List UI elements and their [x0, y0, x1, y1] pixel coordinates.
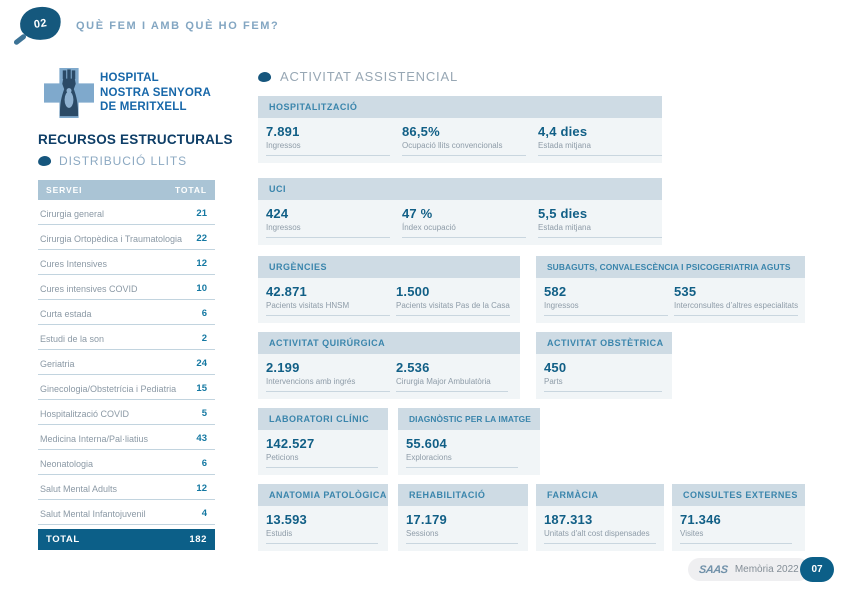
card-title: DIAGNÒSTIC PER LA IMATGE [398, 408, 540, 430]
card-urgencies [258, 256, 520, 323]
stat-value: 582 [544, 284, 567, 299]
card-title: ACTIVITAT OBSTÈTRICA [536, 332, 672, 354]
stat-value: 535 [674, 284, 697, 299]
card-hospitalitzacio [258, 96, 662, 163]
card-rehabilitacio [398, 484, 528, 551]
stat-value: 424 [266, 206, 289, 221]
stat-value: 86,5% [402, 124, 440, 139]
stat-value: 5,5 dies [538, 206, 588, 221]
table-row [38, 375, 215, 400]
footer-edition: Memòria 2022 [734, 564, 799, 575]
service-name: Cirurgia Ortopèdica i Traumatologia [40, 234, 183, 244]
saas-logo: SAAS [698, 563, 729, 576]
service-name: Geriatria [40, 359, 75, 369]
column-header-total: TOTAL [174, 185, 207, 195]
total-label: TOTAL [46, 534, 80, 545]
table-row [38, 325, 215, 350]
hospital-name [100, 71, 211, 115]
service-total: 4 [201, 508, 207, 519]
stat-value: 187.313 [544, 512, 593, 527]
stat [544, 285, 668, 316]
table-row [38, 275, 215, 300]
card-laboratori [258, 408, 388, 475]
chapter-title: QUÈ FEM I AMB QUÈ HO FEM? [76, 20, 280, 32]
page-number-badge [800, 557, 834, 582]
service-total: 22 [196, 233, 207, 244]
service-total: 21 [196, 208, 207, 219]
stat-label: Ingressos [266, 223, 301, 232]
stat-label: Estudis [266, 529, 293, 538]
stat-label: Intervencions amb ingrés [266, 377, 356, 386]
section-title-recursos: RECURSOS ESTRUCTURALS [38, 132, 233, 147]
stat-value: 13.593 [266, 512, 307, 527]
stat-value: 2.199 [266, 360, 300, 375]
stat-label: Estada mitjana [538, 141, 591, 150]
service-total: 2 [201, 333, 207, 344]
stat-value: 47 % [402, 206, 433, 221]
table-total-row [38, 529, 215, 550]
stat-label: Pacients visitats Pas de la Casa [396, 301, 510, 310]
service-total: 12 [196, 258, 207, 269]
stat [406, 513, 518, 544]
service-total: 12 [196, 483, 207, 494]
blob-bullet-icon [37, 155, 52, 167]
stat-label: Índex ocupació [402, 223, 456, 232]
stat-value: 42.871 [266, 284, 307, 299]
hospital-name-line3: DE MERITXELL [100, 101, 187, 113]
stat-value: 4,4 dies [538, 124, 588, 139]
stat-label: Visites [680, 529, 704, 538]
stat [544, 361, 662, 392]
table-row [38, 250, 215, 275]
card-title: LABORATORI CLÍNIC [258, 408, 388, 430]
page-number: 07 [811, 564, 823, 575]
footer-badge [688, 558, 810, 581]
service-name: Cures intensives COVID [40, 284, 138, 294]
stat [266, 207, 390, 238]
subsection-title: DISTRIBUCIÓ LLITS [59, 154, 187, 168]
stat [674, 285, 798, 316]
card-obstetrica [536, 332, 672, 399]
stat-value: 17.179 [406, 512, 447, 527]
service-name: Salut Mental Adults [40, 484, 118, 494]
service-name: Curta estada [40, 309, 92, 319]
stat [402, 207, 526, 238]
stat-label: Sessions [406, 529, 439, 538]
subsection-distribucio-llits [38, 154, 187, 168]
stat-value: 142.527 [266, 436, 315, 451]
stat-value: 7.891 [266, 124, 300, 139]
chapter-dash-icon [13, 33, 27, 46]
stat-label: Interconsultes d’altres especialitats [674, 301, 799, 310]
stat-value: 71.346 [680, 512, 721, 527]
service-name: Neonatologia [40, 459, 94, 469]
stat [396, 285, 510, 316]
card-title: FARMÀCIA [536, 484, 664, 506]
service-total: 15 [196, 383, 207, 394]
stat-label: Ingressos [544, 301, 579, 310]
card-subaguts [536, 256, 805, 323]
service-name: Salut Mental Infantojuvenil [40, 509, 146, 519]
column-header-servei: SERVEI [46, 185, 83, 195]
stat [266, 361, 390, 392]
card-title: URGÈNCIES [258, 256, 520, 278]
stat [266, 437, 378, 468]
card-quirurgica [258, 332, 520, 399]
table-row [38, 225, 215, 250]
service-name: Cirurgia general [40, 209, 105, 219]
stat-label: Ingressos [266, 141, 301, 150]
table-row [38, 475, 215, 500]
hospital-name-line2: NOSTRA SENYORA [100, 86, 211, 99]
card-title: ACTIVITAT QUIRÚRGICA [258, 332, 520, 354]
stat-label: Estada mitjana [538, 223, 591, 232]
hospital-name-line1: HOSPITAL [100, 72, 159, 84]
table-row [38, 450, 215, 475]
card-uci [258, 178, 662, 245]
stat-label: Unitats d'alt cost dispensades [544, 529, 650, 538]
card-title: REHABILITACIÓ [398, 484, 528, 506]
card-title: CONSULTES EXTERNES [672, 484, 805, 506]
stat [266, 125, 390, 156]
service-total: 43 [196, 433, 207, 444]
service-name: Medicina Interna/Pal·liatius [40, 434, 149, 444]
table-header-row [38, 180, 215, 200]
stat-label: Ocupació llits convencionals [402, 141, 503, 150]
stat-value: 1.500 [396, 284, 430, 299]
stat-label: Cirurgia Major Ambulatòria [396, 377, 491, 386]
card-anatomia [258, 484, 388, 551]
card-title: SUBAGUTS, CONVALESCÈNCIA I PSICOGERIATRIA AGUTS [536, 256, 805, 278]
stat [266, 513, 378, 544]
table-row [38, 300, 215, 325]
card-diagnostic [398, 408, 540, 475]
stat-label: Exploracions [406, 453, 452, 462]
table-row [38, 500, 215, 525]
card-title: ANATOMIA PATOLÒGICA [258, 484, 388, 506]
hospital-logo [44, 68, 94, 118]
stat [396, 361, 508, 392]
stat [544, 513, 656, 544]
stat [402, 125, 526, 156]
service-name: Estudi de la son [40, 334, 105, 344]
service-name: Hospitalització COVID [40, 409, 130, 419]
beds-distribution-table [38, 180, 215, 550]
stat [266, 285, 390, 316]
service-name: Cures Intensives [40, 259, 108, 269]
stat-label: Parts [544, 377, 563, 386]
blob-bullet-icon [257, 70, 272, 82]
table-row [38, 400, 215, 425]
card-consultes-externes [672, 484, 805, 551]
stat-value: 2.536 [396, 360, 430, 375]
chapter-number: 02 [33, 16, 48, 31]
table-row [38, 425, 215, 450]
service-total: 6 [201, 308, 207, 319]
stat-label: Peticions [266, 453, 299, 462]
stat-value: 55.604 [406, 436, 447, 451]
service-total: 10 [196, 283, 207, 294]
service-total: 6 [201, 458, 207, 469]
card-title: HOSPITALITZACIÓ [258, 96, 662, 118]
stat-value: 450 [544, 360, 567, 375]
section-title-text: ACTIVITAT ASSISTENCIAL [280, 69, 458, 84]
service-total: 24 [196, 358, 207, 369]
table-row [38, 350, 215, 375]
section-title-activitat [258, 69, 458, 84]
stat [538, 207, 662, 238]
card-farmacia [536, 484, 664, 551]
total-value: 182 [189, 534, 207, 545]
stat [538, 125, 662, 156]
service-total: 5 [201, 408, 207, 419]
stat [680, 513, 792, 544]
service-name: Ginecologia/Obstetrícia i Pediatria [40, 384, 177, 394]
card-title: UCI [258, 178, 662, 200]
stat-label: Pacients visitats HNSM [266, 301, 350, 310]
table-row [38, 200, 215, 225]
stat [406, 437, 518, 468]
